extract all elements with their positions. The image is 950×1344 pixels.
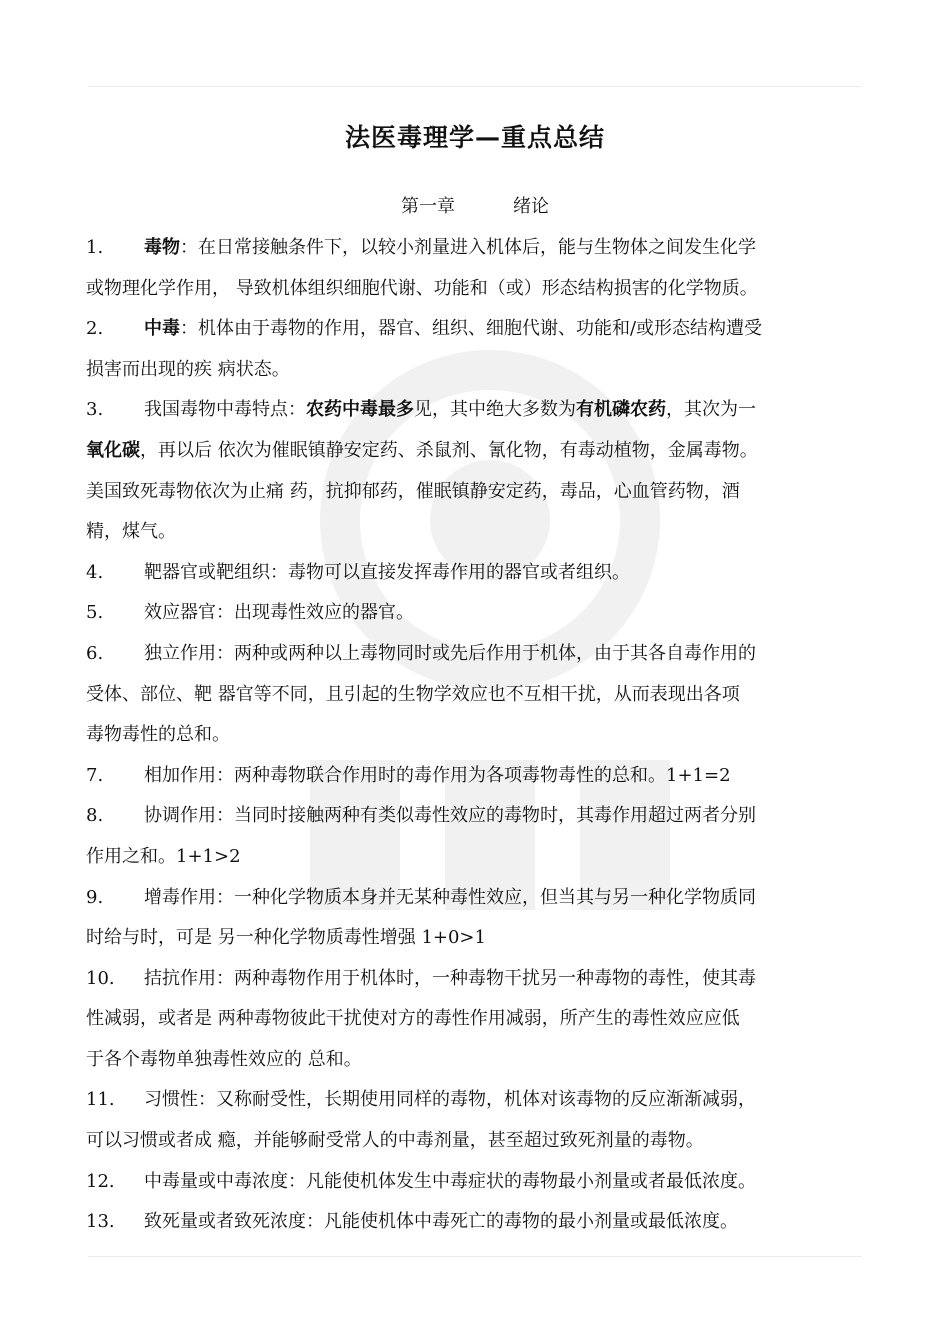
- bold-term: 中毒: [144, 318, 180, 340]
- item-number: 13.: [86, 1211, 115, 1233]
- item-text: 损害而出现的疾 病状态。: [86, 358, 290, 380]
- item-text: 美国致死毒物依次为止痛 药，抗抑郁药，催眠镇静安定药，毒品，心血管药物，酒: [86, 480, 740, 502]
- item-text: ，其次为一: [666, 399, 756, 421]
- item-text: 作用之和。1+1>2: [86, 845, 241, 867]
- definition-list: [86, 228, 876, 1243]
- item-text: ，再以后 依次为催眠镇静安定药、杀鼠剂、氰化物，有毒动植物，金属毒物。: [140, 439, 758, 461]
- item-text: 增毒作用：一种化学物质本身并无某种毒性效应，但当其与另一种化学物质同: [144, 886, 756, 908]
- bold-term: 有机磷农药: [576, 399, 666, 421]
- item-number: 9.: [86, 886, 104, 908]
- item-number: 8.: [86, 805, 104, 827]
- item-text: ：在日常接触条件下，以较小剂量进入机体后，能与生物体之间发生化学: [180, 237, 756, 258]
- item-number: 6.: [86, 642, 104, 664]
- item-text: 靶器官或靶组织：毒物可以直接发挥毒作用的器官或者组织。: [144, 561, 630, 583]
- top-rule: [88, 86, 862, 87]
- list-item: [86, 959, 876, 1000]
- item-text: 可以习惯或者成 瘾，并能够耐受常人的中毒剂量，甚至超过致死剂量的毒物。: [86, 1130, 704, 1152]
- item-number: 12.: [86, 1170, 115, 1192]
- item-number: 1.: [86, 237, 104, 258]
- list-item: [86, 796, 876, 837]
- item-text: 毒物毒性的总和。: [86, 724, 230, 746]
- item-text: 或物理化学作用， 导致机体组织细胞代谢、功能和（或）形态结构损害的化学物质。: [86, 277, 758, 299]
- bold-term: 氧化碳: [86, 439, 140, 461]
- item-text: 致死量或者致死浓度：凡能使机体中毒死亡的毒物的最小剂量或最低浓度。: [144, 1211, 738, 1233]
- item-text: 习惯性：又称耐受性，长期使用同样的毒物，机体对该毒物的反应渐渐减弱，: [144, 1089, 756, 1111]
- item-number: 5.: [86, 602, 104, 624]
- list-item-continuation: [86, 269, 876, 310]
- bottom-rule: [88, 1256, 862, 1257]
- item-text: 我国毒物中毒特点：: [144, 399, 306, 421]
- list-item-continuation: [86, 472, 876, 513]
- list-item: [86, 309, 876, 350]
- list-item: [86, 390, 876, 431]
- bold-term: 毒物: [144, 237, 180, 258]
- chapter-name: 绪论: [513, 196, 549, 217]
- chapter-number: 第一章: [401, 196, 455, 217]
- list-item: [86, 1080, 876, 1121]
- item-text: 受体、部位、靶 器官等不同，且引起的生物学效应也不互相干扰，从而表现出各项: [86, 683, 740, 705]
- item-text: 见，其中绝大多数为: [414, 399, 576, 421]
- item-text: 独立作用：两种或两种以上毒物同时或先后作用于机体，由于其各自毒作用的: [144, 642, 756, 664]
- item-number: 10.: [86, 967, 115, 989]
- list-item: [86, 553, 876, 594]
- item-text: 效应器官：出现毒性效应的器官。: [144, 602, 414, 624]
- item-text: 精，煤气。: [86, 521, 176, 543]
- list-item: [86, 593, 876, 634]
- list-item: [86, 1162, 876, 1203]
- item-number: 3.: [86, 399, 104, 421]
- item-text: 拮抗作用：两种毒物作用于机体时，一种毒物干扰另一种毒物的毒性，使其毒: [144, 967, 756, 989]
- list-item-continuation: [86, 715, 876, 756]
- list-item: [86, 228, 876, 269]
- item-text: 中毒量或中毒浓度：凡能使机体发生中毒症状的毒物最小剂量或者最低浓度。: [144, 1170, 756, 1192]
- bold-term: 农药中毒最多: [306, 399, 414, 421]
- item-number: 11.: [86, 1089, 115, 1111]
- item-number: 2.: [86, 318, 104, 340]
- list-item-continuation: [86, 1121, 876, 1162]
- list-item-continuation: [86, 1040, 876, 1081]
- chapter-heading: [0, 192, 950, 218]
- list-item-continuation: [86, 431, 876, 472]
- list-item-continuation: [86, 675, 876, 716]
- item-text: ：机体由于毒物的作用，器官、组织、细胞代谢、功能和/或形态结构遭受: [180, 318, 763, 340]
- list-item: [86, 756, 876, 797]
- list-item-continuation: [86, 350, 876, 391]
- item-text: 于各个毒物单独毒性效应的 总和。: [86, 1048, 362, 1070]
- list-item-continuation: [86, 837, 876, 878]
- list-item-continuation: [86, 999, 876, 1040]
- item-text: 性减弱，或者是 两种毒物彼此干扰使对方的毒性作用减弱，所产生的毒性效应应低: [86, 1008, 740, 1030]
- list-item: [86, 878, 876, 919]
- item-text: 时给与时，可是 另一种化学物质毒性增强 1+0>1: [86, 927, 486, 949]
- list-item-continuation: [86, 918, 876, 959]
- item-number: 4.: [86, 561, 104, 583]
- list-item-continuation: [86, 512, 876, 553]
- list-item: [86, 634, 876, 675]
- item-text: 相加作用：两种毒物联合作用时的毒作用为各项毒物毒性的总和。1+1=2: [144, 764, 731, 786]
- item-text: 协调作用：当同时接触两种有类似毒性效应的毒物时，其毒作用超过两者分别: [144, 805, 756, 827]
- document-title: 法医毒理学—重点总结: [344, 123, 605, 152]
- item-number: 7.: [86, 764, 104, 786]
- list-item: [86, 1202, 876, 1243]
